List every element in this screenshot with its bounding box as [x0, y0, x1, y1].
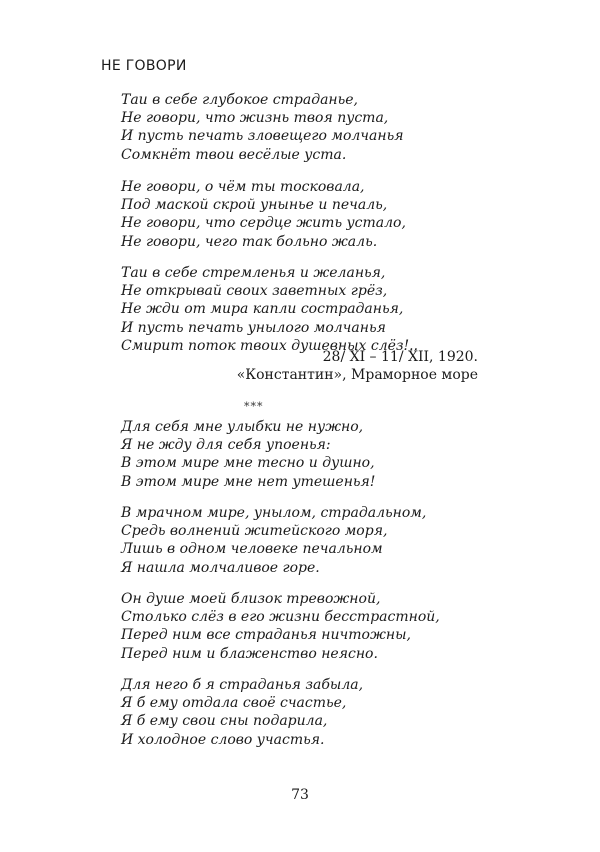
page-number: 73: [291, 787, 309, 803]
verse-line: Я б ему отдала своё счастье,: [121, 695, 347, 712]
verse-line: В мрачном мире, унылом, страдальном,: [121, 505, 427, 521]
verse-line: Перед ним все страданья ничтожны,: [121, 627, 411, 644]
poem1-stanza-1: [121, 91, 403, 164]
verse-line: Под маской скрой унынье и печаль,: [121, 197, 388, 214]
verse-line: И пусть печать унылого молчанья: [121, 319, 386, 336]
verse-line: Лишь в одном человеке печальном: [121, 541, 383, 558]
poem-title: НЕ ГОВОРИ: [101, 58, 187, 74]
verse-line: Я б ему свои сны подарила,: [121, 713, 328, 730]
verse-line: Таи в себе глубокое страданье,: [121, 92, 358, 108]
verse-line: Не говори, что жизнь твоя пуста,: [121, 110, 389, 127]
poem1-signature: [237, 348, 478, 384]
poem2-stanza-2: [121, 504, 426, 577]
poem-date: 28/ XI – 11/ XII, 1920.: [322, 349, 478, 365]
verse-line: Не говори, о чём ты тосковала,: [121, 179, 365, 195]
verse-line: Средь волнений житейского моря,: [121, 523, 388, 540]
verse-line: И холодное слово участья.: [121, 731, 325, 748]
poem-place: «Константин», Мраморное море: [236, 367, 478, 384]
verse-line: И пусть печать зловещего молчанья: [121, 128, 404, 145]
verse-line: Он душе моей близок тревожной,: [121, 591, 381, 607]
verse-line: Я нашла молчаливое горе.: [121, 559, 320, 576]
verse-line: Таи в себе стремленья и желанья,: [121, 265, 386, 281]
verse-line: Не открывай своих заветных грёз,: [121, 283, 388, 300]
verse-line: Смирит поток твоих душевных слёз!..: [121, 337, 419, 354]
poem2-stanza-3: [121, 590, 440, 663]
verse-line: Не говори, чего так больно жаль.: [121, 233, 378, 250]
verse-line: Столько слёз в его жизни бесстрастной,: [121, 609, 440, 626]
verse-line: Не жди от мира капли состраданья,: [121, 301, 404, 318]
verse-line: Сомкнёт твои весёлые уста.: [121, 146, 347, 163]
verse-line: В этом мире мне нет утешенья!: [121, 473, 376, 490]
verse-line: Не говори, что сердце жить устало,: [121, 215, 406, 232]
section-separator: ***: [244, 400, 264, 413]
verse-line: Я не жду для себя упоенья:: [121, 437, 331, 454]
poem2-stanza-4: [121, 676, 363, 749]
verse-line: Для себя мне улыбки не нужно,: [121, 419, 364, 435]
poem1-stanza-2: [121, 178, 406, 251]
verse-line: В этом мире мне тесно и душно,: [121, 455, 375, 472]
verse-line: Для него б я страданья забыла,: [121, 677, 364, 693]
poem1-stanza-3: [121, 264, 418, 355]
poem2-stanza-1: [121, 418, 375, 491]
verse-line: Перед ним и блаженство неясно.: [121, 645, 378, 662]
